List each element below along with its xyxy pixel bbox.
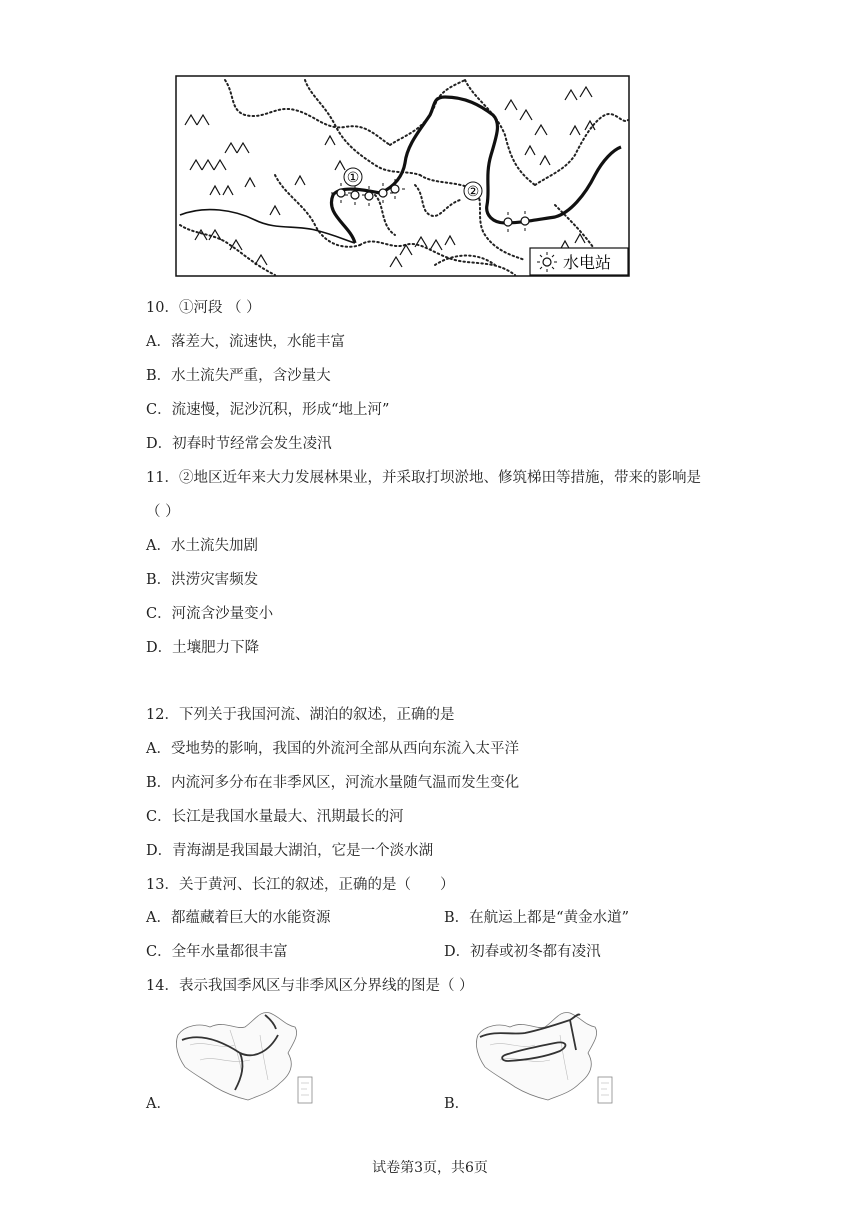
yellow-river-map: [175, 75, 630, 277]
q11-option-a[interactable]: A．水土流失加剧: [146, 538, 258, 554]
q11-stem: 11．②地区近年来大力发展林果业，并采取打坝淤地、修筑梯田等措施，带来的影响是: [146, 470, 701, 486]
q12-stem: 12．下列关于我国河流、湖泊的叙述，正确的是: [146, 707, 455, 723]
q10-option-c[interactable]: C．流速慢，泥沙沉积，形成“地上河”: [146, 402, 390, 418]
q14-map-b[interactable]: [470, 1005, 620, 1110]
q12-option-d[interactable]: D．青海湖是我国最大湖泊，它是一个淡水湖: [146, 843, 434, 859]
q10-option-b[interactable]: B．水土流失严重，含沙量大: [146, 368, 331, 384]
q12-option-b[interactable]: B．内流河多分布在非季风区，河流水量随气温而发生变化: [146, 775, 520, 791]
q11-option-c[interactable]: C．河流含沙量变小: [146, 606, 274, 622]
q13-option-b[interactable]: B．在航运上都是“黄金水道”: [444, 910, 629, 926]
marker-2: ②: [466, 184, 480, 200]
q13-option-c[interactable]: C．全年水量都很丰富: [146, 944, 288, 960]
q12-option-c[interactable]: C．长江是我国水量最大、汛期最长的河: [146, 809, 404, 825]
q13-option-d[interactable]: D．初春或初冬都有凌汛: [444, 944, 601, 960]
q11-option-d[interactable]: D．土壤肥力下降: [146, 640, 260, 656]
marker-1: ①: [346, 170, 360, 186]
page-footer: 试卷第3页，共6页: [372, 1160, 488, 1176]
q10-option-a[interactable]: A．落差大，流速快，水能丰富: [146, 334, 345, 350]
q12-option-a[interactable]: A．受地势的影响，我国的外流河全部从西向东流入太平洋: [146, 741, 519, 757]
q13-stem: 13．关于黄河、长江的叙述，正确的是（ ）: [146, 877, 455, 893]
q14-map-a[interactable]: [170, 1005, 320, 1110]
q11-option-b[interactable]: B．洪涝灾害频发: [146, 572, 259, 588]
q11-stem-cont: （ ）: [146, 504, 180, 520]
q14-stem: 14．表示我国季风区与非季风区分界线的图是（ ）: [146, 978, 474, 994]
q10-stem: 10．①河段 （ ）: [146, 300, 261, 316]
legend-label: 水电站: [563, 253, 612, 272]
q10-option-d[interactable]: D．初春时节经常会发生凌汛: [146, 436, 332, 452]
q14-option-a-label[interactable]: A．: [146, 1096, 171, 1112]
hydropower-icon: [543, 258, 551, 266]
q14-option-b-label[interactable]: B．: [444, 1096, 470, 1112]
q13-option-a[interactable]: A．都蕴藏着巨大的水能资源: [146, 910, 331, 926]
